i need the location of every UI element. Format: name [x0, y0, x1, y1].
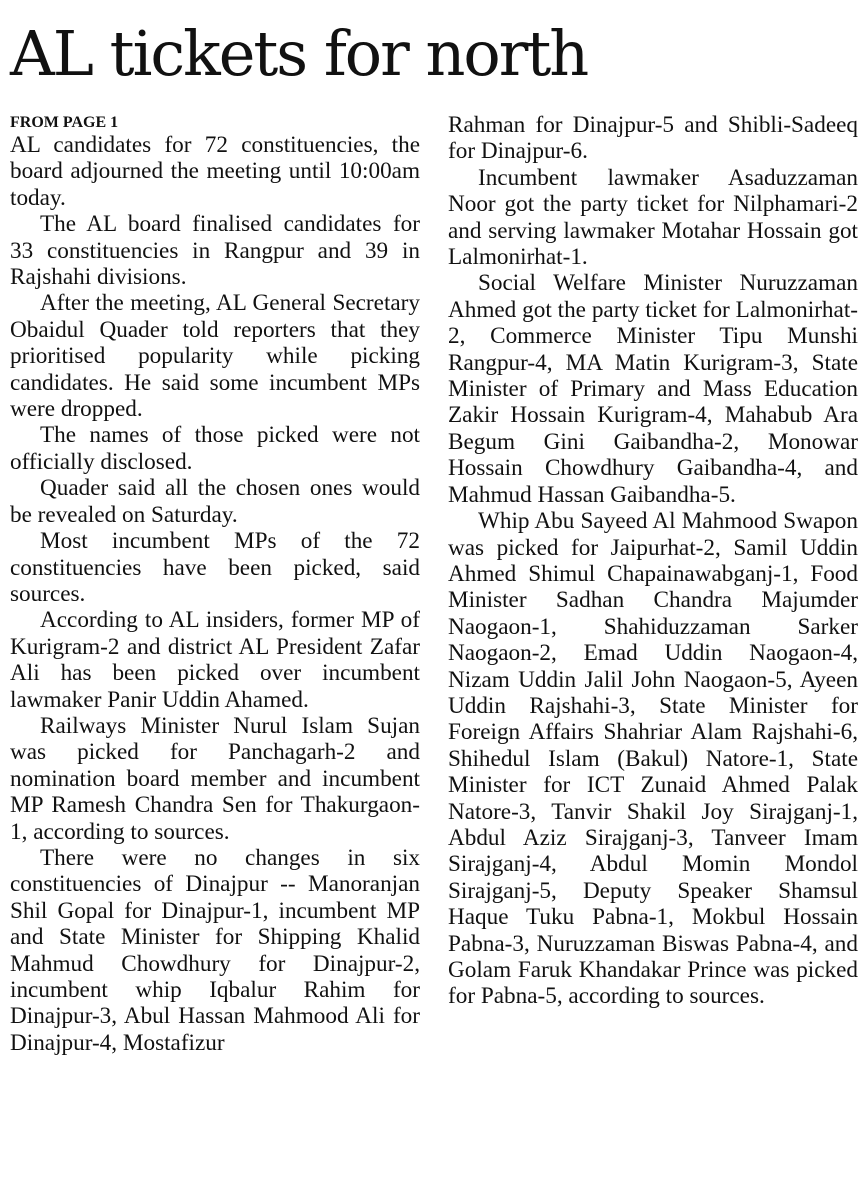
paragraph: The names of those picked were not officially disclosed.	[10, 422, 420, 475]
paragraph: AL candidates for 72 constituencies, the board adjourned the meeting until 10:00am today.	[10, 132, 420, 211]
paragraph: Whip Abu Sayeed Al Mahmood Swapon was picked for Jaipurhat-2, Samil Uddin Ahmed Shimul Chapainawabganj-1, Food Minister Sadhan Chandra Majumder Naogaon-1, Shahiduzzaman Sarker Naogaon-2, Emad Uddin Naogaon-4, Nizam Uddin Jalil John Naogaon-5, Ayeen Uddin Rajshahi-3, State Minister for Foreign Affairs Shahriar Alam Rajshahi-6, Shihedul Islam (Bakul) Natore-1, State Minister for ICT Zunaid Ahmed Palak Natore-3, Tanvir Shakil Joy Sirajganj-1, Abdul Aziz Sirajganj-3, Tanveer Imam Sirajganj-4, Abdul Momin Mondol Sirajganj-5, Deputy Speaker Shamsul Haque Tuku Pabna-1, Mokbul Hossain Pabna-3, Nuruzzaman Biswas Pabna-4, and Golam Faruk Khandakar Prince was picked for Pabna-5, according to sources.	[448, 508, 858, 1010]
paragraph: The AL board finalised candidates for 33 constituencies in Rangpur and 39 in Rajshahi divisions.	[10, 211, 420, 291]
paragraph: Most incumbent MPs of the 72 constituencies have been picked, said sources.	[10, 528, 420, 607]
paragraph: Railways Minister Nurul Islam Sujan was picked for Panchagarh-2 and nomination board member and incumbent MP Ramesh Chandra Sen for Thakurgaon-1, according to sources.	[10, 712, 420, 845]
paragraph: Rahman for Dinajpur-5 and Shibli-Sadeeq for Dinajpur-6.	[448, 112, 858, 165]
paragraph: Social Welfare Minister Nuruzzaman Ahmed got the party ticket for Lalmonirhat-2, Commerce Minister Tipu Munshi Rangpur-4, MA Matin Kurigram-3, State Minister of Primary and Mass Education Zakir Hossain Kurigram-4, Mahabub Ara Begum Gini Gaibandha-2, Monowar Hossain Chowdhury Gaibandha-4, and Mahmud Hassan Gaibandha-5.	[448, 270, 858, 508]
paragraph: Quader said all the chosen ones would be revealed on Saturday.	[10, 475, 420, 528]
paragraph: Incumbent lawmaker Asaduzzaman Noor got the party ticket for Nilphamari-2 and serving lawmaker Motahar Hossain got Lalmonirhat-1.	[448, 164, 858, 271]
paragraph: After the meeting, AL General Secretary Obaidul Quader told reporters that they prioritised popularity while picking candidates. He said some incumbent MPs were dropped.	[10, 290, 420, 423]
headline: AL tickets for north	[10, 17, 588, 90]
paragraph: According to AL insiders, former MP of Kurigram-2 and district AL President Zafar Ali has been picked over incumbent lawmaker Panir Uddin Ahamed.	[10, 607, 420, 713]
article-column-left	[10, 112, 420, 1056]
article-column-right	[448, 112, 858, 1010]
paragraph: There were no changes in six constituencies of Dinajpur -- Manoranjan Shil Gopal for Dinajpur-1, incumbent MP and State Minister for Shipping Khalid Mahmud Chowdhury for Dinajpur-2, incumbent whip Iqbalur Rahim for Dinajpur-3, Abul Hassan Mahmood Ali for Dinajpur-4, Mostafizur	[10, 844, 420, 1056]
kicker: FROM PAGE 1	[10, 114, 119, 131]
